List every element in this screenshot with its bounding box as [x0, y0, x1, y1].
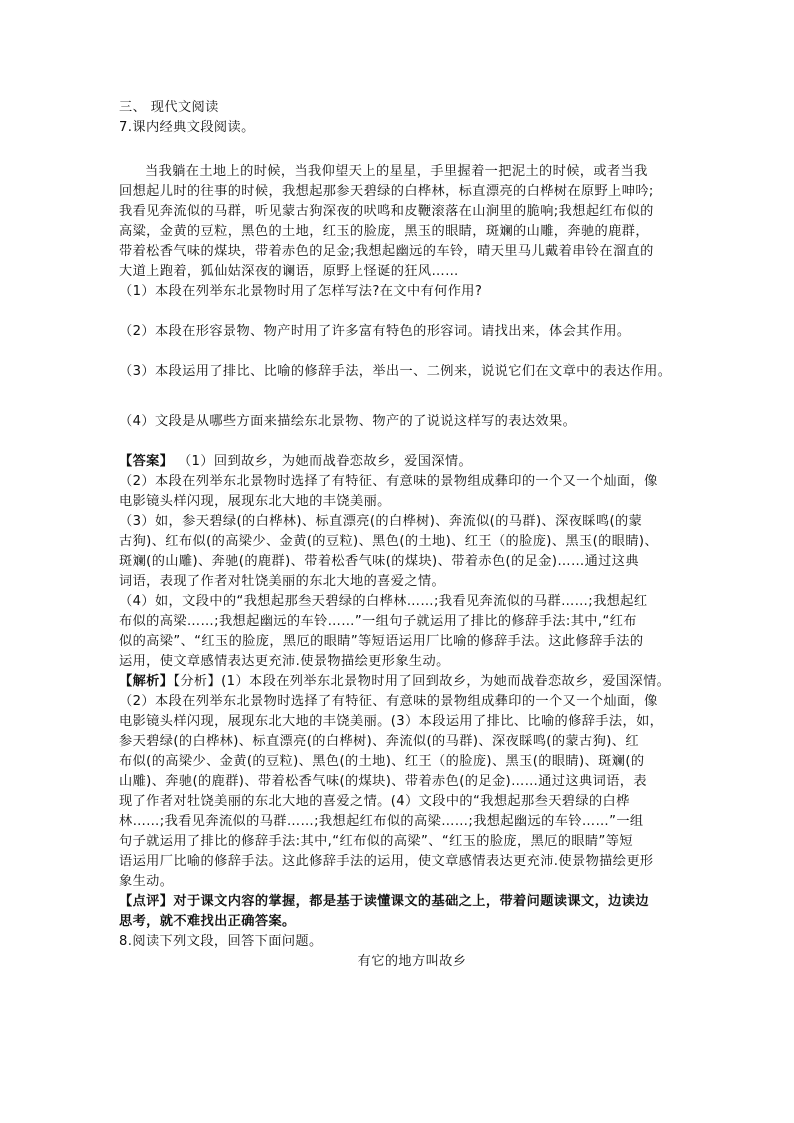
answer-line: （3）如，参天碧绿(的白桦林)、标直漂亮(的白桦树)、奔流似(的马群)、深夜睬鸣(的蒙 — [119, 514, 643, 529]
analysis-line: 象生动。 — [119, 874, 174, 889]
passage-line: 大道上跑着，狐仙姑深夜的谰语，原野上怪诞的狂风…… — [119, 264, 459, 279]
comment-line: 思考，就不难找出正确答案。 — [119, 914, 296, 929]
answer-line: 电影镜头样闪现，展现东北大地的丰饶美丽。 — [119, 494, 391, 509]
analysis-line: 句子就运用了排比的修辞手法:其中,“红布似的高梁”、“红玉的脸庞，黑厄的眼睛”等短 — [119, 834, 633, 849]
question-1: （1）本段在列举东北景物时用了怎样写法?在文中有何作用? — [119, 284, 483, 299]
answer-line: （1）回到故乡，为她而战眷恋故乡，爱国深情。 — [173, 454, 473, 469]
section-title: 三、 现代文阅读 — [119, 100, 219, 115]
question-8-title: 8.阅读下列文段，回答下面问题。 — [119, 934, 323, 949]
comment-block — [119, 892, 695, 932]
answer-line: （2）本段在列举东北景物时选择了有特征、有意味的景物组成彝印的一个又一个灿面，像 — [119, 474, 658, 489]
answer-line: 词语，表现了作者对牡饶美丽的东北大地的喜爱之情。 — [119, 574, 446, 589]
analysis-line: 山雕)、奔驰(的鹿群)、带着松香气味(的煤块)、带着赤色(的足金)……通过这典词语，表 — [119, 774, 647, 789]
analysis-line: 电影镜头样闪现，展现东北大地的丰饶美丽。(3）本段运用了排比、比喻的修辞手法，如， — [119, 714, 664, 729]
comment-label: 【点评】 — [119, 894, 174, 909]
analysis-line: 【分析】(1）本段在列举东北景物时用了回到故乡，为她而战眷恋故乡，爱国深情。 — [173, 674, 671, 689]
passage-line: 带着松香气味的煤块，带着赤色的足金;我想起幽远的车铃，晴天里马儿戴着串铃在溜直的 — [119, 244, 654, 259]
answer-line: 古狗)、红布似(的高梁少、金黄(的豆粒)、黑色(的土地)、红王（的脸庞)、黑玉(的眼睛)、 — [119, 534, 659, 549]
analysis-label: 【解析】 — [119, 674, 174, 689]
answer-label: 【答案】 — [119, 454, 174, 469]
analysis-line: 林……;我看见奔流似的马群……;我想起红布似的高梁……;我想起幽远的车铃……”一组 — [119, 814, 644, 829]
question-7-title: 7.课内经典文段阅读。 — [119, 120, 255, 135]
answer-line: 运用，使文章感情表达更充沛.使景物描绘更形象生动。 — [119, 654, 450, 669]
analysis-line: 语运用厂比喻的修辞手法。这此修辞手法的运用，使文章感情表达更充沛.使景物描绘更形 — [119, 854, 654, 869]
answer-line: 似的高梁”、“红玉的脸庞，黑厄的眼睛”等短语运用厂比喻的修辞手法。这此修辞手法的 — [119, 634, 644, 649]
document-content — [119, 98, 695, 972]
answer-block — [119, 452, 695, 672]
analysis-line: 布似(的高梁少、金黄(的豆粒)、黑色(的土地)、红王（的脸庞)、黑玉(的眼睛)、斑斓(的 — [119, 754, 645, 769]
passage-line: 回想起儿时的往事的时候，我想起那参天碧绿的白桦林，标直漂亮的白桦树在原野上呻吟; — [119, 184, 654, 199]
comment-line: 对于课文内容的掌握，都是基于读懂课文的基础之上，带着问题读课文，边读边 — [173, 894, 649, 909]
answer-line: （4）如，文段中的“我想起那叁天碧绿的白桦林……;我看见奔流似的马群……;我想起红 — [119, 594, 648, 609]
passage-line: 我看见奔流似的马群，听见蒙古狗深夜的吠鸣和皮鞭滚落在山涧里的脆响;我想起红布似的 — [119, 204, 654, 219]
question-2: （2）本段在形容景物、物产时用了许多富有特色的形容词。请找出来，体会其作用。 — [119, 324, 631, 339]
passage-line: 高粱，金黄的豆粒，黑色的土地，红玉的脸庞，黑玉的眼睛，斑斓的山雕，奔驰的鹿群， — [119, 224, 649, 239]
question-3: （3）本段运用了排比、比喻的修辞手法，举出一、二例来，说说它们在文章中的表达作用。 — [119, 364, 672, 379]
question-4: （4）文段是从哪些方面来描绘东北景物、物产的了说说这样写的表达效果。 — [119, 414, 577, 429]
analysis-line: （2）本段在列举东北景物时选择了有特征、有意味的景物组成彝印的一个又一个灿面，像 — [119, 694, 658, 709]
answer-line: 斑斓(的山雕)、奔驰(的鹿群)、带着松香气味(的煤块)、带着赤色(的足金)……通过这典 — [119, 554, 639, 569]
article-title: 有它的地方叫故乡 — [357, 954, 467, 969]
analysis-block — [119, 672, 695, 892]
passage-line: 当我躺在土地上的时候，当我仰望天上的星星，手里握着一把泥土的时候，或者当我 — [145, 164, 648, 179]
analysis-line: 参天碧绿(的白桦林)、标直漂亮(的白桦树)、奔流似(的马群)、深夜睬鸣(的蒙古狗)、红 — [119, 734, 639, 749]
answer-line: 布似的高梁……;我想起幽远的车铃……”一组句子就运用了排比的修辞手法:其中,“红布 — [119, 614, 637, 629]
reading-passage — [119, 162, 695, 282]
analysis-line: 现了作者对牡饶美丽的东北大地的喜爱之情。(4）文段中的“我想起那叁天碧绿的白桦 — [119, 794, 630, 809]
